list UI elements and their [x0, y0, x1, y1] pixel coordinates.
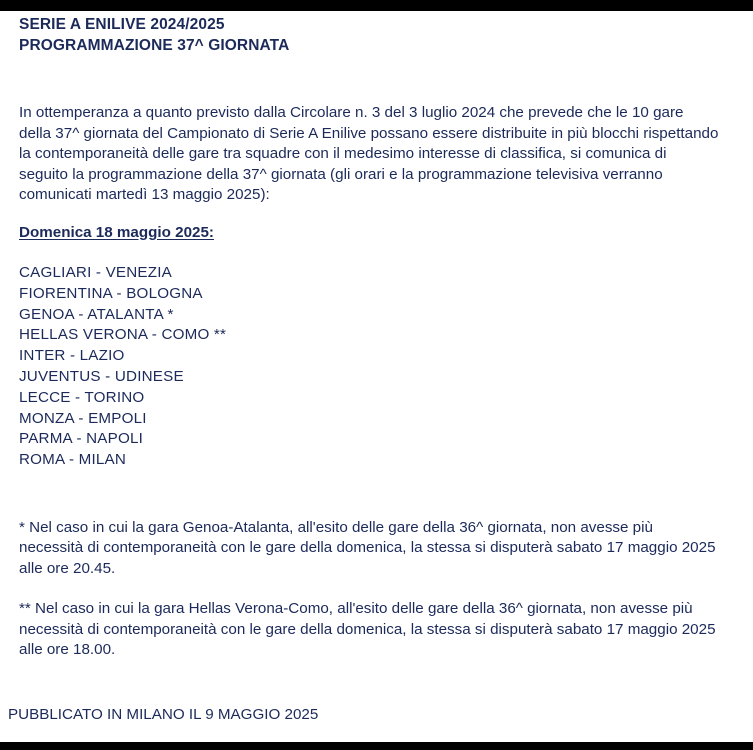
schedule-date-heading: Domenica 18 maggio 2025: — [19, 223, 214, 241]
footnote-hellas-verona-como: ** Nel caso in cui la gara Hellas Verona-Como, all'esito delle gare della 36^ giornata, non avesse più necessità di contemporaneità con le gare della domenica, la stessa si disputerà sabato 17 maggio 2025 alle ore 18.00. — [19, 600, 716, 659]
footnote-genoa-atalanta: * Nel caso in cui la gara Genoa-Atalanta, all'esito delle gare della 36^ giornata, non avesse più necessità di contemporaneità con le gare della domenica, la stessa si disputerà sabato 17 maggio 2025 alle ore 20.45. — [19, 518, 716, 577]
title-line-1: SERIE A ENILIVE 2024/2025 — [19, 16, 225, 33]
intro-paragraph: In ottemperanza a quanto previsto dalla Circolare n. 3 del 3 luglio 2024 che prevede che le 10 gare della 37^ giornata del Campionato di Serie A Enilive possano essere distribuite in più blocchi rispettando la contemporaneità delle gare tra squadre con il medesimo interesse di classifica, si comunica di seguito la programmazione della 37^ giornata (gli orari e la programmazione televisiva verranno comunicati martedì 13 maggio 2025): — [19, 104, 719, 203]
match-item: CAGLIARI - VENEZIA — [19, 264, 172, 281]
document-title — [19, 14, 744, 56]
match-item: HELLAS VERONA - COMO ** — [19, 326, 227, 344]
match-item: LECCE - TORINO — [19, 388, 145, 406]
match-item: ROMA - MILAN — [19, 451, 127, 469]
title-line-2: PROGRAMMAZIONE 37^ GIORNATA — [19, 37, 290, 54]
match-item: PARMA - NAPOLI — [19, 430, 144, 448]
match-item: FIORENTINA - BOLOGNA — [19, 284, 203, 302]
match-item: INTER - LAZIO — [19, 347, 125, 365]
publication-line: PUBBLICATO IN MILANO IL 9 MAGGIO 2025 — [8, 706, 319, 723]
match-item: GENOA - ATALANTA * — [19, 305, 174, 323]
match-list — [19, 263, 744, 471]
match-item: MONZA - EMPOLI — [19, 409, 147, 427]
document-body — [19, 14, 744, 661]
top-black-bar — [0, 0, 753, 11]
match-item: JUVENTUS - UDINESE — [19, 367, 184, 385]
bottom-black-bar — [0, 742, 753, 750]
